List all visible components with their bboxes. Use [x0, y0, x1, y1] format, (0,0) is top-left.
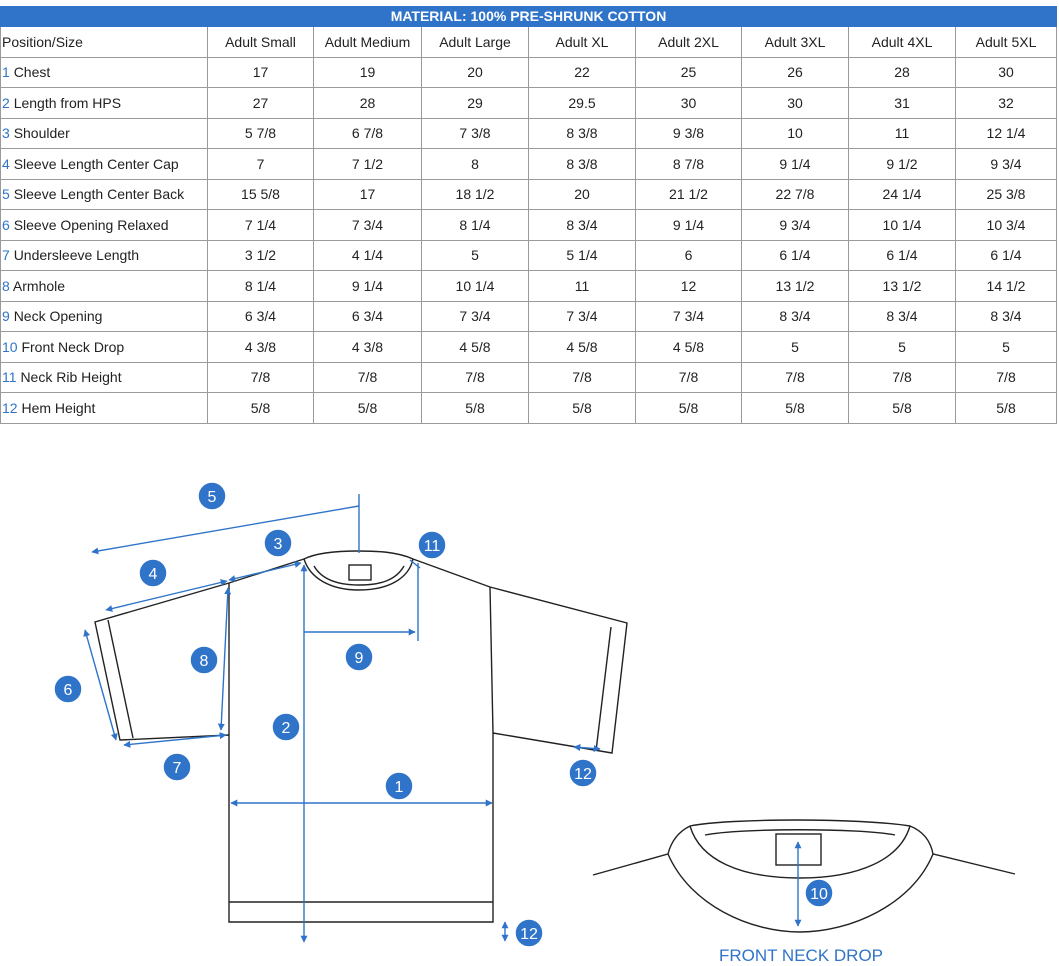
measurement-cell: 7 [208, 149, 314, 180]
measurement-cell: 13 1/2 [742, 271, 849, 302]
measurement-cell: 6 1/4 [742, 240, 849, 271]
size-header: Adult Large [422, 27, 529, 57]
measurement-badge-5 [198, 482, 226, 510]
position-number: 1 [2, 64, 10, 81]
material-banner: MATERIAL: 100% PRE-SHRUNK COTTON [0, 6, 1057, 27]
neckline-detail-icon [593, 820, 1015, 932]
measurement-cell: 25 3/8 [956, 179, 1057, 210]
measurement-cell: 9 1/2 [849, 149, 956, 180]
measurement-cell: 6 1/4 [956, 240, 1057, 271]
measurement-cell: 8 3/4 [529, 210, 636, 241]
measurement-cell: 5/8 [529, 393, 636, 424]
position-label: Sleeve Length Center Back [13, 186, 185, 203]
measurement-cell: 29.5 [529, 88, 636, 119]
measurement-cell: 7/8 [422, 362, 529, 393]
measurement-cell: 6 3/4 [314, 301, 422, 332]
measurement-cell: 7 1/4 [208, 210, 314, 241]
position-number: 8 [2, 277, 10, 294]
measurement-cell: 5 7/8 [208, 118, 314, 149]
position-number: 3 [2, 125, 10, 142]
measurement-cell: 31 [849, 88, 956, 119]
measurement-cell: 7/8 [529, 362, 636, 393]
measurement-cell: 8 7/8 [636, 149, 742, 180]
size-header: Adult 4XL [849, 27, 956, 57]
measurement-cell: 11 [529, 271, 636, 302]
measurement-cell: 4 5/8 [636, 332, 742, 363]
measurement-cell: 10 [742, 118, 849, 149]
position-label: Chest [13, 64, 51, 81]
measurement-cell: 12 [636, 271, 742, 302]
measurement-cell: 20 [529, 179, 636, 210]
position-label: Armhole [12, 277, 66, 294]
measurement-cell: 5/8 [636, 393, 742, 424]
measurement-cell: 21 1/2 [636, 179, 742, 210]
measurement-cell: 24 1/4 [849, 179, 956, 210]
measurement-lines [85, 494, 600, 942]
measurement-cell: 7 3/4 [314, 210, 422, 241]
measurement-cell: 3 1/2 [208, 240, 314, 271]
measurement-cell: 17 [314, 179, 422, 210]
measurement-cell: 11 [849, 118, 956, 149]
measurement-cell: 27 [208, 88, 314, 119]
position-number: 10 [2, 338, 18, 355]
measurement-cell: 9 3/8 [636, 118, 742, 149]
measurement-cell: 8 3/8 [529, 118, 636, 149]
badge-number: 11 [423, 538, 441, 555]
position-number: 9 [2, 308, 10, 325]
measurement-cell: 7/8 [314, 362, 422, 393]
measurement-cell: 6 7/8 [314, 118, 422, 149]
measurement-cell: 5 [422, 240, 529, 271]
tshirt-outline-icon [95, 551, 627, 922]
badge-number: 2 [281, 720, 291, 737]
badge-number: 7 [172, 760, 182, 777]
measurement-cell: 7/8 [208, 362, 314, 393]
measurement-cell: 17 [208, 57, 314, 88]
badge-number: 3 [273, 536, 283, 553]
badge-number: 4 [148, 566, 158, 583]
measurement-cell: 7 3/4 [636, 301, 742, 332]
position-number: 2 [2, 94, 10, 111]
measurement-cell: 8 3/4 [742, 301, 849, 332]
measurement-badge-12 [515, 919, 543, 947]
measurement-cell: 13 1/2 [849, 271, 956, 302]
badge-number: 9 [354, 650, 364, 667]
measurement-cell: 9 3/4 [956, 149, 1057, 180]
measurement-cell: 5/8 [208, 393, 314, 424]
measurement-cell: 8 3/4 [849, 301, 956, 332]
size-header: Adult 2XL [636, 27, 742, 57]
measurement-cell: 5/8 [314, 393, 422, 424]
position-label: Hem Height [21, 399, 96, 416]
measurement-cell: 8 1/4 [208, 271, 314, 302]
measurement-badge-1 [385, 772, 413, 800]
badge-number: 6 [63, 682, 73, 699]
measurement-cell: 9 1/4 [314, 271, 422, 302]
measurement-cell: 4 3/8 [314, 332, 422, 363]
measurement-cell: 10 1/4 [422, 271, 529, 302]
measurement-cell: 28 [849, 57, 956, 88]
position-label: Sleeve Length Center Cap [13, 155, 179, 172]
measurement-cell: 28 [314, 88, 422, 119]
measurement-cell: 26 [742, 57, 849, 88]
measurement-cell: 29 [422, 88, 529, 119]
measurement-cell: 10 1/4 [849, 210, 956, 241]
measurement-cell: 8 3/4 [956, 301, 1057, 332]
measurement-badge-8 [190, 646, 218, 674]
measurement-badge-12 [569, 759, 597, 787]
position-number: 11 [2, 369, 17, 386]
measurement-badge-10 [805, 879, 833, 907]
measurement-cell: 7 3/4 [529, 301, 636, 332]
measurement-cell: 30 [742, 88, 849, 119]
position-number: 6 [2, 216, 10, 233]
measurement-cell: 9 1/4 [742, 149, 849, 180]
position-label: Undersleeve Length [13, 247, 139, 264]
measurement-cell: 9 3/4 [742, 210, 849, 241]
measurement-cell: 5 [849, 332, 956, 363]
front-neck-drop-caption: FRONT NECK DROP [718, 946, 884, 965]
measurement-badge-4 [139, 559, 167, 587]
measurement-badge-7 [163, 753, 191, 781]
measurement-cell: 25 [636, 57, 742, 88]
measurement-cell: 15 5/8 [208, 179, 314, 210]
measurement-cell: 5/8 [422, 393, 529, 424]
position-number: 12 [2, 399, 18, 416]
badge-number: 12 [520, 926, 538, 943]
measurement-cell: 7/8 [742, 362, 849, 393]
measurement-cell: 7/8 [849, 362, 956, 393]
measurement-cell: 7 1/2 [314, 149, 422, 180]
measurement-cell: 5 [742, 332, 849, 363]
position-label: Sleeve Opening Relaxed [13, 216, 169, 233]
measurement-cell: 5 [956, 332, 1057, 363]
measurement-cell: 19 [314, 57, 422, 88]
position-number: 5 [2, 186, 10, 203]
measurement-cell: 4 5/8 [529, 332, 636, 363]
measurement-cell: 7 3/8 [422, 118, 529, 149]
measurement-cell: 5/8 [956, 393, 1057, 424]
measurement-cell: 32 [956, 88, 1057, 119]
measurement-cell: 9 1/4 [636, 210, 742, 241]
measurement-badge-9 [345, 643, 373, 671]
measurement-cell: 8 1/4 [422, 210, 529, 241]
measurement-badges [54, 482, 833, 947]
size-header: Adult Medium [314, 27, 422, 57]
measurement-badge-11 [418, 531, 446, 559]
measurement-cell: 8 [422, 149, 529, 180]
measurement-cell: 5 1/4 [529, 240, 636, 271]
measurement-cell: 4 1/4 [314, 240, 422, 271]
position-number: 7 [2, 247, 10, 264]
measurement-cell: 7/8 [636, 362, 742, 393]
measurement-cell: 4 5/8 [422, 332, 529, 363]
measurement-cell: 30 [956, 57, 1057, 88]
measurement-badge-6 [54, 675, 82, 703]
badge-number: 10 [810, 886, 828, 903]
size-header: Adult Small [208, 27, 314, 57]
measurement-cell: 22 7/8 [742, 179, 849, 210]
position-label: Neck Rib Height [20, 369, 122, 386]
measurement-cell: 5/8 [849, 393, 956, 424]
measurement-cell: 22 [529, 57, 636, 88]
measurement-cell: 14 1/2 [956, 271, 1057, 302]
position-number: 4 [2, 155, 10, 172]
measurement-cell: 6 3/4 [208, 301, 314, 332]
badge-number: 8 [199, 653, 209, 670]
measurement-badge-3 [264, 529, 292, 557]
measurement-cell: 6 [636, 240, 742, 271]
measurement-cell: 4 3/8 [208, 332, 314, 363]
measurement-cell: 8 3/8 [529, 149, 636, 180]
measurement-cell: 10 3/4 [956, 210, 1057, 241]
badge-number: 1 [394, 779, 404, 796]
position-label: Front Neck Drop [21, 338, 125, 355]
position-size-header: Position/Size [1, 27, 208, 57]
size-header: Adult XL [529, 27, 636, 57]
measurement-cell: 18 1/2 [422, 179, 529, 210]
measurement-badge-2 [272, 713, 300, 741]
measurement-cell: 20 [422, 57, 529, 88]
size-header: Adult 5XL [956, 27, 1057, 57]
measurement-cell: 12 1/4 [956, 118, 1057, 149]
position-label: Neck Opening [13, 308, 103, 325]
measurement-cell: 7 3/4 [422, 301, 529, 332]
badge-number: 5 [207, 489, 217, 506]
measurement-cell: 7/8 [956, 362, 1057, 393]
measurement-cell: 5/8 [742, 393, 849, 424]
badge-number: 12 [574, 766, 592, 783]
measurement-cell: 30 [636, 88, 742, 119]
measurement-cell: 6 1/4 [849, 240, 956, 271]
size-header: Adult 3XL [742, 27, 849, 57]
position-label: Shoulder [13, 125, 70, 142]
position-label: Length from HPS [13, 94, 122, 111]
